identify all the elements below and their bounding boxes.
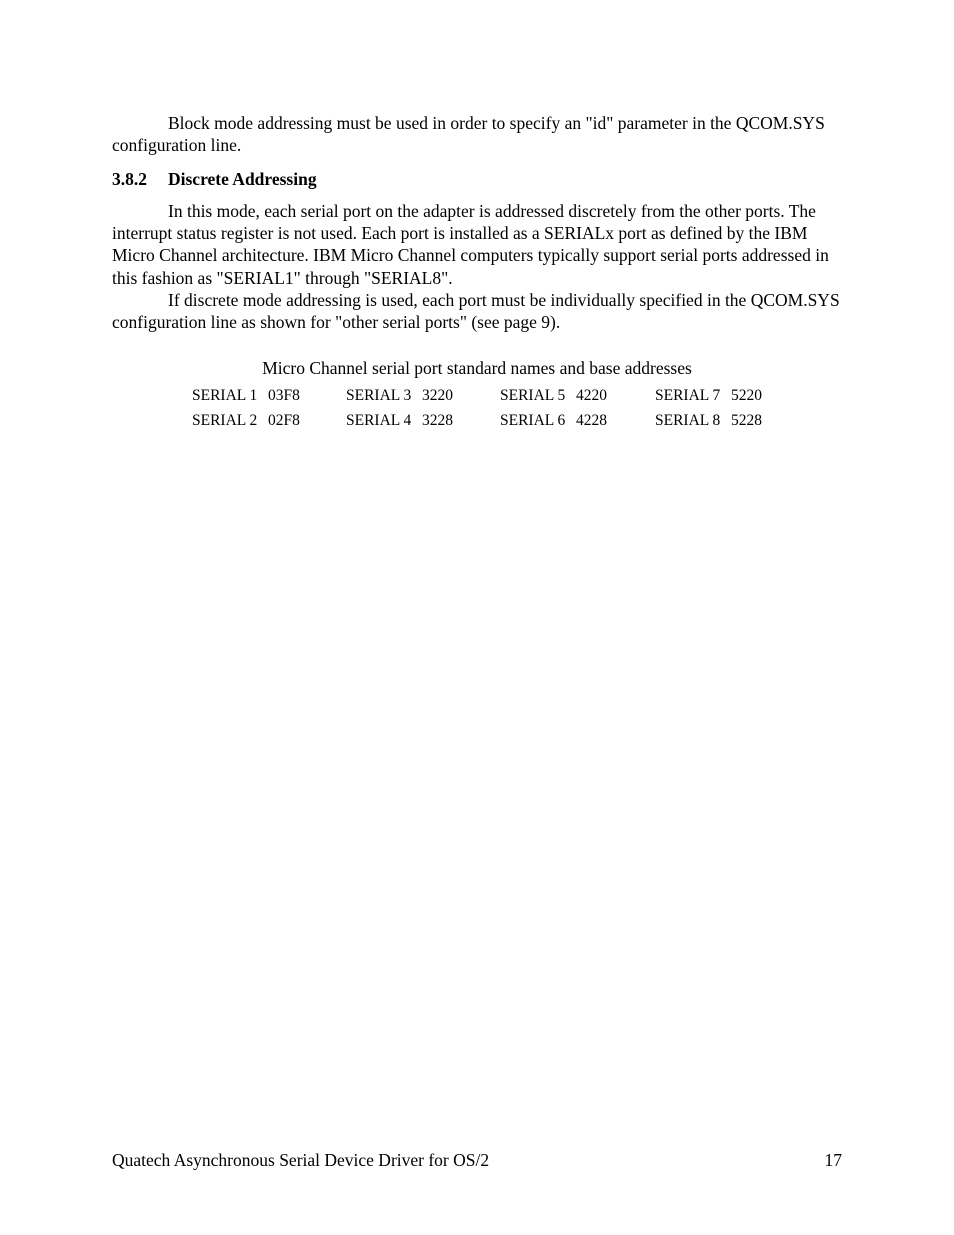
section-heading — [112, 168, 317, 190]
port-name: SERIAL 2 — [192, 412, 258, 429]
table-row — [192, 410, 812, 432]
port-address: 3220 — [422, 387, 453, 404]
port-cell — [655, 410, 762, 432]
port-address: 5228 — [731, 412, 762, 429]
port-cell — [192, 410, 300, 432]
port-name: SERIAL 6 — [500, 412, 566, 429]
port-cell — [500, 410, 607, 432]
port-name: SERIAL 5 — [500, 387, 566, 404]
port-address: 3228 — [422, 412, 453, 429]
port-name: SERIAL 7 — [655, 387, 721, 404]
port-address: 4220 — [576, 387, 607, 404]
port-address: 4228 — [576, 412, 607, 429]
discrete-addressing-paragraph: In this mode, each serial port on the adapter is addressed discretely from the other ports. The interrupt status register is not used. Each port is installed as a SERIALx port as defined by the IBM Micro Channel architecture. IBM Micro Channel computers typically support serial ports addressed in this fashion as "SERIAL1" through "SERIAL8". — [112, 201, 829, 288]
port-address: 5220 — [731, 387, 762, 404]
port-name: SERIAL 3 — [346, 387, 412, 404]
port-cell — [346, 410, 453, 432]
footer-title: Quatech Asynchronous Serial Device Driver for OS/2 — [112, 1150, 490, 1170]
table-caption: Micro Channel serial port standard names and base addresses — [262, 358, 692, 378]
port-address: 02F8 — [268, 412, 300, 429]
port-cell — [346, 385, 453, 407]
section-title: Discrete Addressing — [168, 169, 317, 189]
discrete-mode-usage-paragraph: If discrete mode addressing is used, each port must be individually specified in the QCOM.SYS configuration line as shown for "other serial ports" (see page 9). — [112, 290, 840, 333]
page-number: 17 — [824, 1150, 842, 1170]
port-address: 03F8 — [268, 387, 300, 404]
port-cell — [500, 385, 607, 407]
intro-paragraph: Block mode addressing must be used in order to specify an "id" parameter in the QCOM.SYS configuration line. — [112, 113, 825, 156]
port-cell — [655, 385, 762, 407]
table-row — [192, 385, 812, 407]
port-name: SERIAL 4 — [346, 412, 412, 429]
port-name: SERIAL 8 — [655, 412, 721, 429]
port-name: SERIAL 1 — [192, 387, 258, 404]
section-number: 3.8.2 — [112, 169, 147, 189]
port-cell — [192, 385, 300, 407]
